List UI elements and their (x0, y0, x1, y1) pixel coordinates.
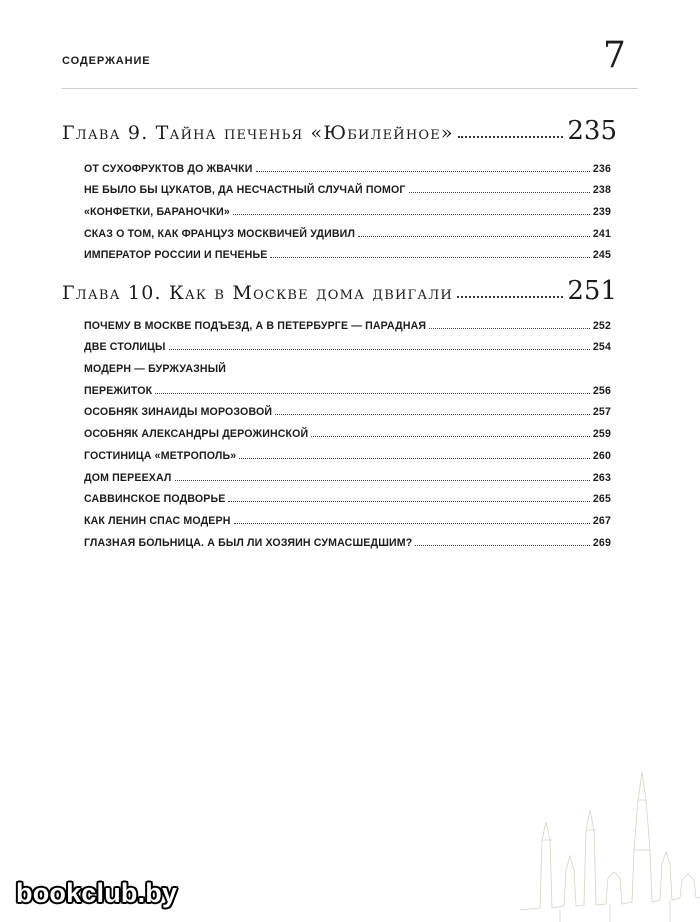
entry-page: 269 (592, 536, 611, 549)
chapter-title: Глава 10. Как в Москве дома двигали (62, 282, 453, 304)
dot-leader (256, 171, 590, 172)
entry-title: ГОСТИНИЦА «МЕТРОПОЛЬ» (84, 449, 237, 462)
entry-title: ПОЧЕМУ В МОСКВЕ ПОДЪЕЗД, А В ПЕТЕРБУРГЕ — ПАРАДНАЯ (84, 319, 427, 332)
entry-page: 254 (592, 341, 611, 354)
page-number: 7 (603, 35, 626, 76)
dot-leader (311, 436, 590, 437)
entry-title: ДОМ ПЕРЕЕХАЛ (84, 471, 172, 484)
toc-entry[interactable] (84, 440, 611, 462)
chapter-heading-10[interactable] (62, 278, 617, 304)
chapter-entries-9 (84, 153, 611, 261)
dot-leader (233, 214, 590, 215)
dot-leader (239, 458, 590, 459)
chapter-page: 251 (567, 276, 617, 306)
entry-page: 245 (592, 249, 611, 262)
toc-entry[interactable] (84, 505, 611, 527)
entry-page: 267 (592, 514, 611, 527)
entry-title: МОДЕРН — БУРЖУАЗНЫЙ (84, 363, 227, 376)
entry-title: СКАЗ О ТОМ, КАК ФРАНЦУЗ МОСКВИЧЕЙ УДИВИЛ (84, 227, 356, 240)
entry-title: ОСОБНЯК АЛЕКСАНДРЫ ДЕРОЖИНСКОЙ (84, 428, 309, 441)
entry-page: 239 (592, 206, 611, 219)
watermark: bookclub.by (16, 878, 178, 908)
entry-page: 257 (592, 406, 611, 419)
entry-page: 238 (592, 184, 611, 197)
toc-entry[interactable] (84, 332, 611, 354)
entry-title: ИМПЕРАТОР РОССИИ И ПЕЧЕНЬЕ (84, 249, 268, 262)
dot-leader (275, 414, 590, 415)
toc-entry[interactable] (84, 196, 611, 218)
entry-page: 241 (592, 227, 611, 240)
dot-leader (270, 257, 589, 258)
chapter-entries-10 (84, 310, 611, 549)
toc-entry[interactable] (84, 175, 611, 197)
toc-entry[interactable] (84, 240, 611, 262)
entry-title: НЕ БЫЛО БЫ ЦУКАТОВ, ДА НЕСЧАСТНЫЙ СЛУЧАЙ ПОМОГ (84, 184, 406, 197)
toc-entry[interactable] (84, 153, 611, 175)
entry-page: 236 (592, 162, 611, 175)
entry-title: «КОНФЕТКИ, БАРАНОЧКИ» (84, 206, 230, 219)
entry-page: 252 (592, 319, 611, 332)
chapter-title: Глава 9. Тайна печенья «Юбилейное» (62, 122, 454, 144)
toc-entry[interactable] (84, 462, 611, 484)
entry-page: 263 (592, 471, 611, 484)
dot-leader (458, 136, 564, 138)
entry-title: ОТ СУХОФРУКТОВ ДО ЖВАЧКИ (84, 162, 253, 175)
toc-entry[interactable] (84, 218, 611, 240)
entry-page: 260 (592, 449, 611, 462)
entry-title: ОСОБНЯК ЗИНАИДЫ МОРОЗОВОЙ (84, 406, 273, 419)
entry-page: 256 (592, 384, 611, 397)
dot-leader (409, 192, 590, 193)
dot-leader (155, 393, 590, 394)
chapter-heading-9[interactable] (62, 118, 617, 144)
header-divider (62, 88, 638, 89)
toc-entry-continued[interactable] (84, 353, 611, 375)
toc-entry[interactable] (84, 397, 611, 419)
entry-title: КАК ЛЕНИН СПАС МОДЕРН (84, 514, 231, 527)
toc-entry[interactable] (84, 375, 611, 397)
dot-leader (175, 480, 590, 481)
dot-leader (457, 296, 563, 298)
section-title: СОДЕРЖАНИЕ (62, 55, 151, 67)
dot-leader (234, 523, 590, 524)
toc-entry[interactable] (84, 484, 611, 506)
entry-page: 265 (592, 493, 611, 506)
entry-page: 259 (592, 428, 611, 441)
entry-title: САВВИНСКОЕ ПОДВОРЬЕ (84, 493, 226, 506)
toc-entry[interactable] (84, 310, 611, 332)
entry-title: ДВЕ СТОЛИЦЫ (84, 341, 166, 354)
dot-leader (429, 328, 590, 329)
dot-leader (169, 349, 590, 350)
toc-entry[interactable] (84, 418, 611, 440)
entry-title: ПЕРЕЖИТОК (84, 384, 153, 397)
dot-leader (228, 501, 589, 502)
dot-leader (415, 545, 590, 546)
chapter-page: 235 (567, 116, 617, 146)
toc-entry[interactable] (84, 527, 611, 549)
skyline-illustration (520, 760, 700, 922)
dot-leader (358, 236, 590, 237)
entry-title: ГЛАЗНАЯ БОЛЬНИЦА. А БЫЛ ЛИ ХОЗЯИН СУМАСШЕДШИМ? (84, 536, 413, 549)
